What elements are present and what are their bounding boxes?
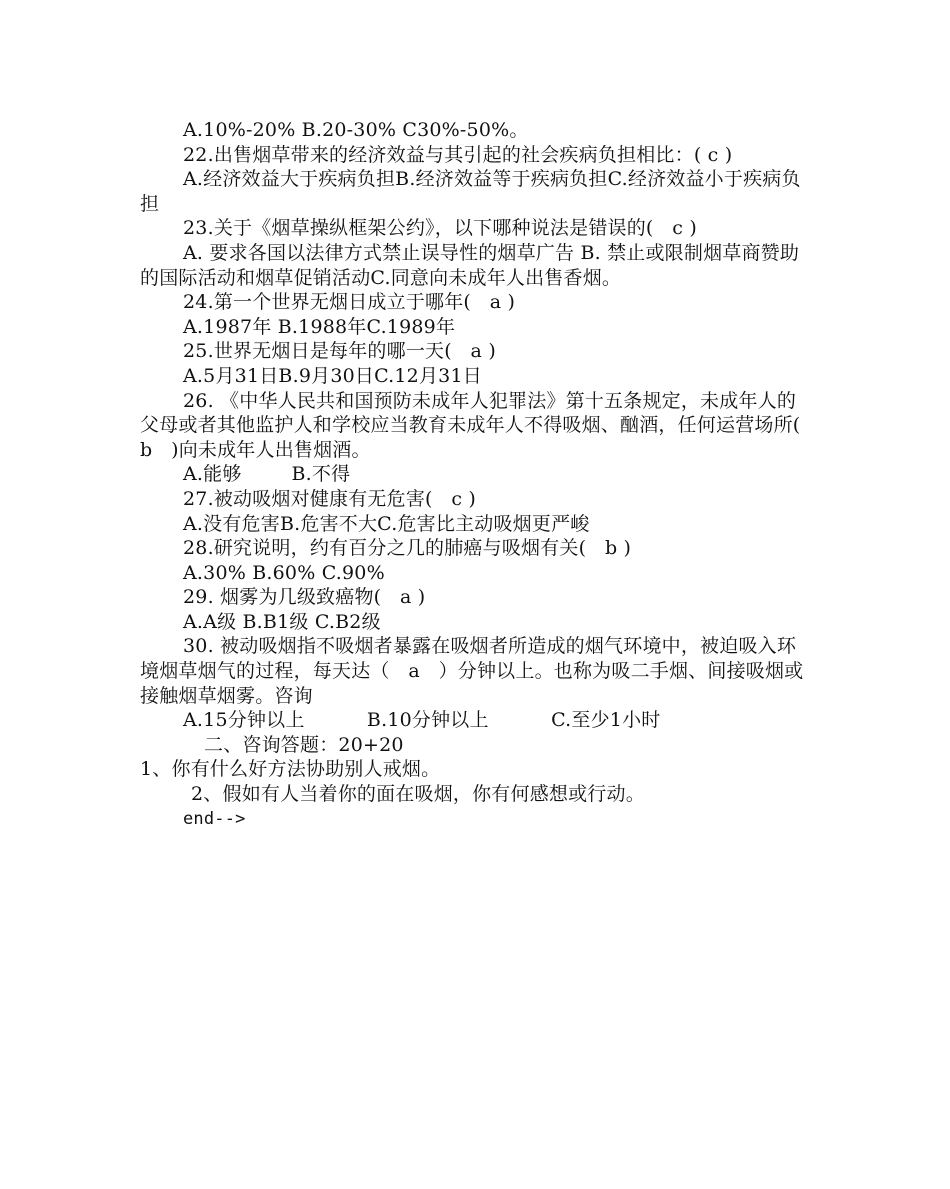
option-line-q29: A.A级 B.B1级 C.B2级 [183,610,381,633]
option-line-q24: A.1987年 B.1988年C.1989年 [183,315,456,338]
question-27: 27.被动吸烟对健康有无危害( c ) [183,487,477,510]
question-23: 23.关于《烟草操纵框架公约》，以下哪种说法是错误的( c ) [183,217,697,240]
question-30: 30. 被动吸烟指不吸烟者暴露在吸烟者所造成的烟气环境中，被迫吸入环境烟草烟气的过程，每天达（ a ）分钟以上。也称为吸二手烟、间接吸烟或接触烟草烟雾。咨询 [140,635,804,707]
option-line-q22: A.经济效益大于疾病负担B.经济效益等于疾病负担C.经济效益小于疾病负担 [140,168,801,215]
option-line-q26: A.能够 B.不得 [183,463,351,486]
consult-question-1: 1、你有什么好方法协助别人戒烟。 [140,758,441,781]
question-26: 26. 《中华人民共和国预防未成年人犯罪法》第十五条规定，未成年人的父母或者其他监护人和学校应当教育未成年人不得吸烟、酗酒，任何运营场所( b )向未成年人出售烟酒。 [140,389,820,461]
question-22: 22.出售烟草带来的经济效益与其引起的社会疾病负担相比：( c ) [183,143,733,166]
option-line-q30: A.15分钟以上 B.10分钟以上 C.至少1小时 [183,709,661,732]
question-29: 29. 烟雾为几级致癌物( a ) [183,586,426,609]
question-25: 25.世界无烟日是每年的哪一天( a ) [183,340,496,363]
option-line-q28: A.30% B.60% C.90% [183,561,385,584]
section-heading-consult: 二、咨询答题：20+20 [204,733,404,756]
option-line-q25: A.5月31日B.9月30日C.12月31日 [183,364,482,387]
option-line-q21: A.10%-20% B.20-30% C30%-50%。 [183,119,529,141]
end-marker: end--> [183,808,246,829]
consult-question-2: 2、假如有人当着你的面在吸烟，你有何感想或行动。 [191,783,645,806]
question-24: 24.第一个世界无烟日成立于哪年( a ) [183,291,516,314]
question-28: 28.研究说明，约有百分之几的肺癌与吸烟有关( b ) [183,537,632,560]
document-body [140,118,820,831]
option-line-q27: A.没有危害B.危害不大C.危害比主动吸烟更严峻 [183,512,590,535]
option-line-q23: A. 要求各国以法律方式禁止误导性的烟草广告 B. 禁止或限制烟草商赞助的国际活动和烟草促销活动C.同意向未成年人出售香烟。 [140,241,800,289]
